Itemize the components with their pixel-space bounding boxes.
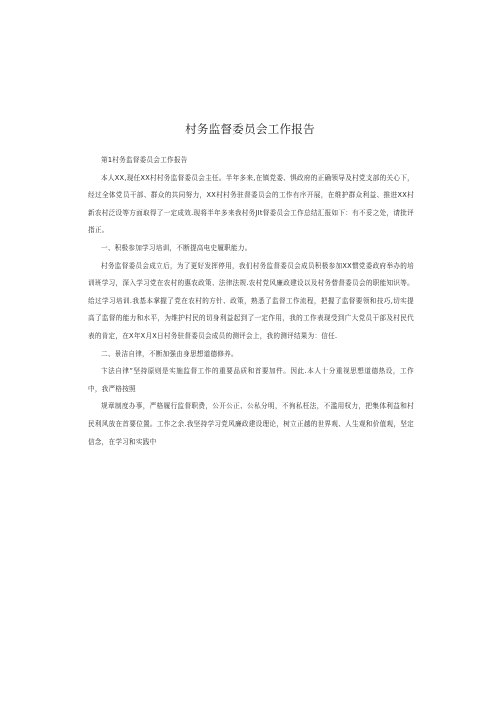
section-heading-2: 二、景洁自律，不断加强由身思想道德修养。 [101, 349, 238, 358]
document-body [88, 152, 414, 451]
document-title: 村务监督委员会工作报告 [185, 122, 315, 136]
subheading-text: 村务监督委员会工作报告 [112, 156, 188, 164]
paragraph-discipline: 卞法自律”坚持原则是实施监督工作的重要品质和首要加件。因此.本人十分重视思想道德热设，工作中，我严格按照 [88, 367, 414, 393]
paragraph-training: 村务监督委员会成立后，为了更好发挥停用，我们村务监督委员会成员积极参加XX惯党委政府举办的培训班学习，深入学习党在农村的惠农政策、法律法规.农村党风廉政建设以及村务替督委员会的职能知识等。给过学习培训.我基本掌握了党在农村的方针、政策，熟悉了监督工作流程，把握了监督要领和技巧,切实提高了监督的能力和水平，为维护村民的切身利益起到了一定作用，我的工作表现受到广大党员干部及村民代表的肯定，在X年X月X日村务驻督委员会成员的测评会上，我的测评结果为：信任. [88, 261, 414, 340]
subheading [88, 152, 414, 170]
subheading-number: 第1 [101, 156, 113, 164]
section-heading-1: 一、积极参加学习培训，不断提高电史履职能力。 [101, 243, 252, 252]
paragraph-intro: 本人XX,现任XX村村务监督委员会主任。半年多来,在镇党委、惧政府的正确领导及村党支部的关心下，经过全体党员干部、群众的共同努力，XX村村务驻督委员会的工作有序开展，在维护群众利益、推进XX村新农村泛设等方面取得了一定成效.现将半年多来我村务JIt督委员会工作总结汇报如下：有不妥之处，请批评指正。 [88, 173, 414, 235]
paragraph-rules: 规章制度办事，严格履行监督职费，公开公正、公私分明，不徇私枉法，不滥用权力，把集体利益和村民利风放在首要位置。工作之余.我坚持学习党风廉政建设理论，树立正越的世界观、人生观和价值观，坚定信念，在学习和实践中 [88, 402, 414, 446]
